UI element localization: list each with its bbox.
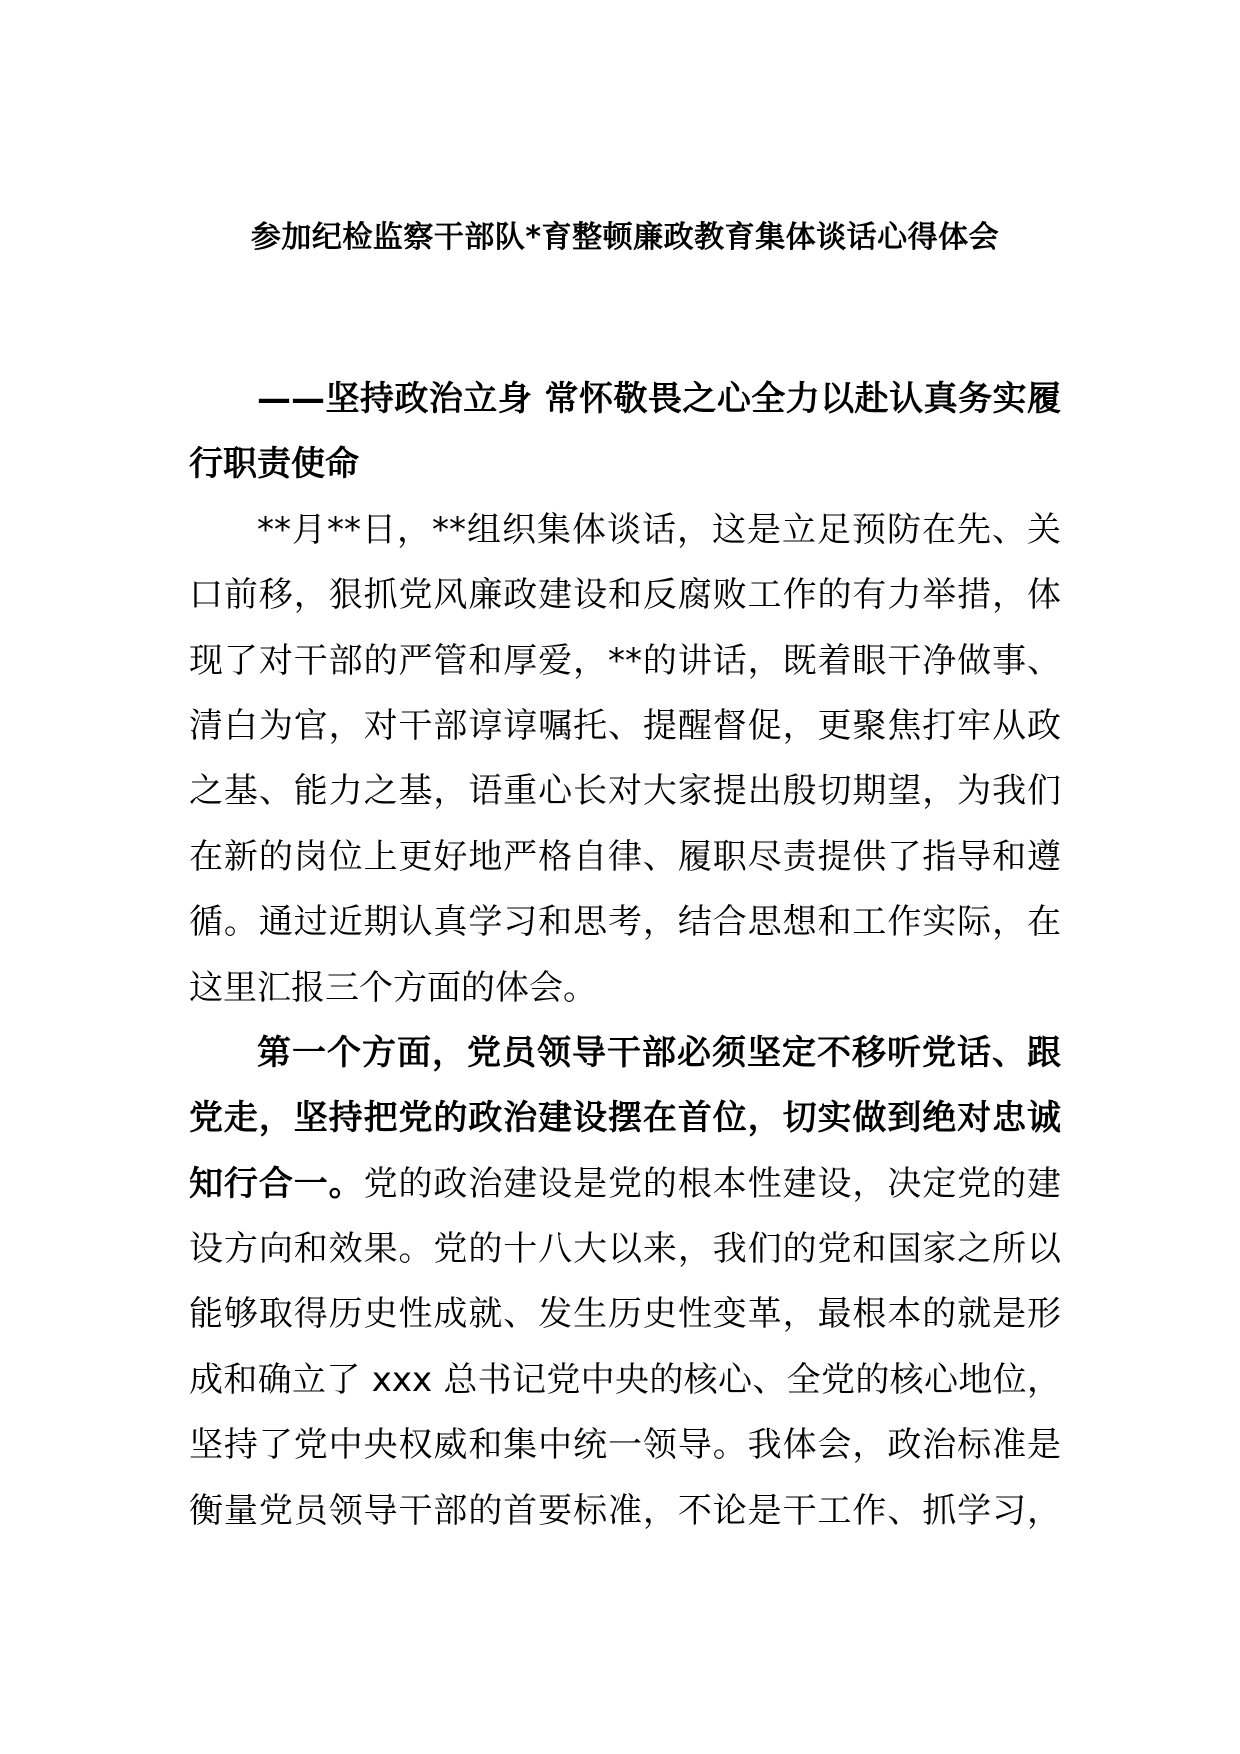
lead-in-normal-text: 党的政治建设是党的根本性建设，决定党的建 (363, 1163, 1062, 1204)
heading-line: ——坚持政治立身 常怀敬畏之心全力以赴认真务实履 (257, 379, 1061, 419)
paragraph-intro (189, 498, 1061, 1021)
document-body (189, 367, 1061, 1544)
paragraph-line: 衡量党员领导干部的首要标准，不论是干工作、抓学习， (189, 1490, 1061, 1531)
paragraph-line: 口前移，狠抓党风廉政建设和反腐败工作的有力举措，体 (189, 575, 1061, 616)
section-heading (189, 367, 1061, 498)
paragraph-line: 设方向和效果。党的十八大以来，我们的党和国家之所以 (189, 1229, 1061, 1270)
document-title: 参加纪检监察干部队*育整顿廉政教育集体谈话心得体会 (250, 220, 1000, 255)
paragraph-line: 现了对干部的严管和厚爱，**的讲话，既着眼干净做事、 (189, 640, 1061, 681)
paragraph-line: 能够取得历史性成就、发生历史性变革，最根本的就是形 (189, 1294, 1061, 1335)
heading-line: 行职责使命 (189, 444, 359, 485)
paragraph-bold-line: 第一个方面，党员领导干部必须坚定不移听党话、跟 (257, 1032, 1061, 1073)
paragraph-line: **月**日，**组织集体谈话，这是立足预防在先、关 (257, 509, 1061, 550)
paragraph-first-aspect (189, 1021, 1061, 1544)
paragraph-line: 这里汇报三个方面的体会。 (189, 967, 597, 1008)
paragraph-line: 在新的岗位上更好地严格自律、履职尽责提供了指导和遵 (189, 836, 1061, 877)
paragraph-mixed-line (189, 1152, 1061, 1217)
paragraph-line: 之基、能力之基，语重心长对大家提出殷切期望，为我们 (189, 771, 1061, 812)
paragraph-line: 循。通过近期认真学习和思考，结合思想和工作实际，在 (189, 902, 1061, 943)
paragraph-line: 坚持了党中央权威和集中统一领导。我体会，政治标准是 (189, 1425, 1061, 1466)
paragraph-line: 清白为官，对干部谆谆嘱托、提醒督促，更聚焦打牢从政 (189, 705, 1061, 746)
paragraph-bold-line: 党走，坚持把党的政治建设摆在首位，切实做到绝对忠诚 (189, 1098, 1061, 1139)
lead-in-bold-text: 知行合一。 (189, 1163, 364, 1204)
paragraph-line: 成和确立了 xxx 总书记党中央的核心、全党的核心地位， (189, 1359, 1061, 1400)
